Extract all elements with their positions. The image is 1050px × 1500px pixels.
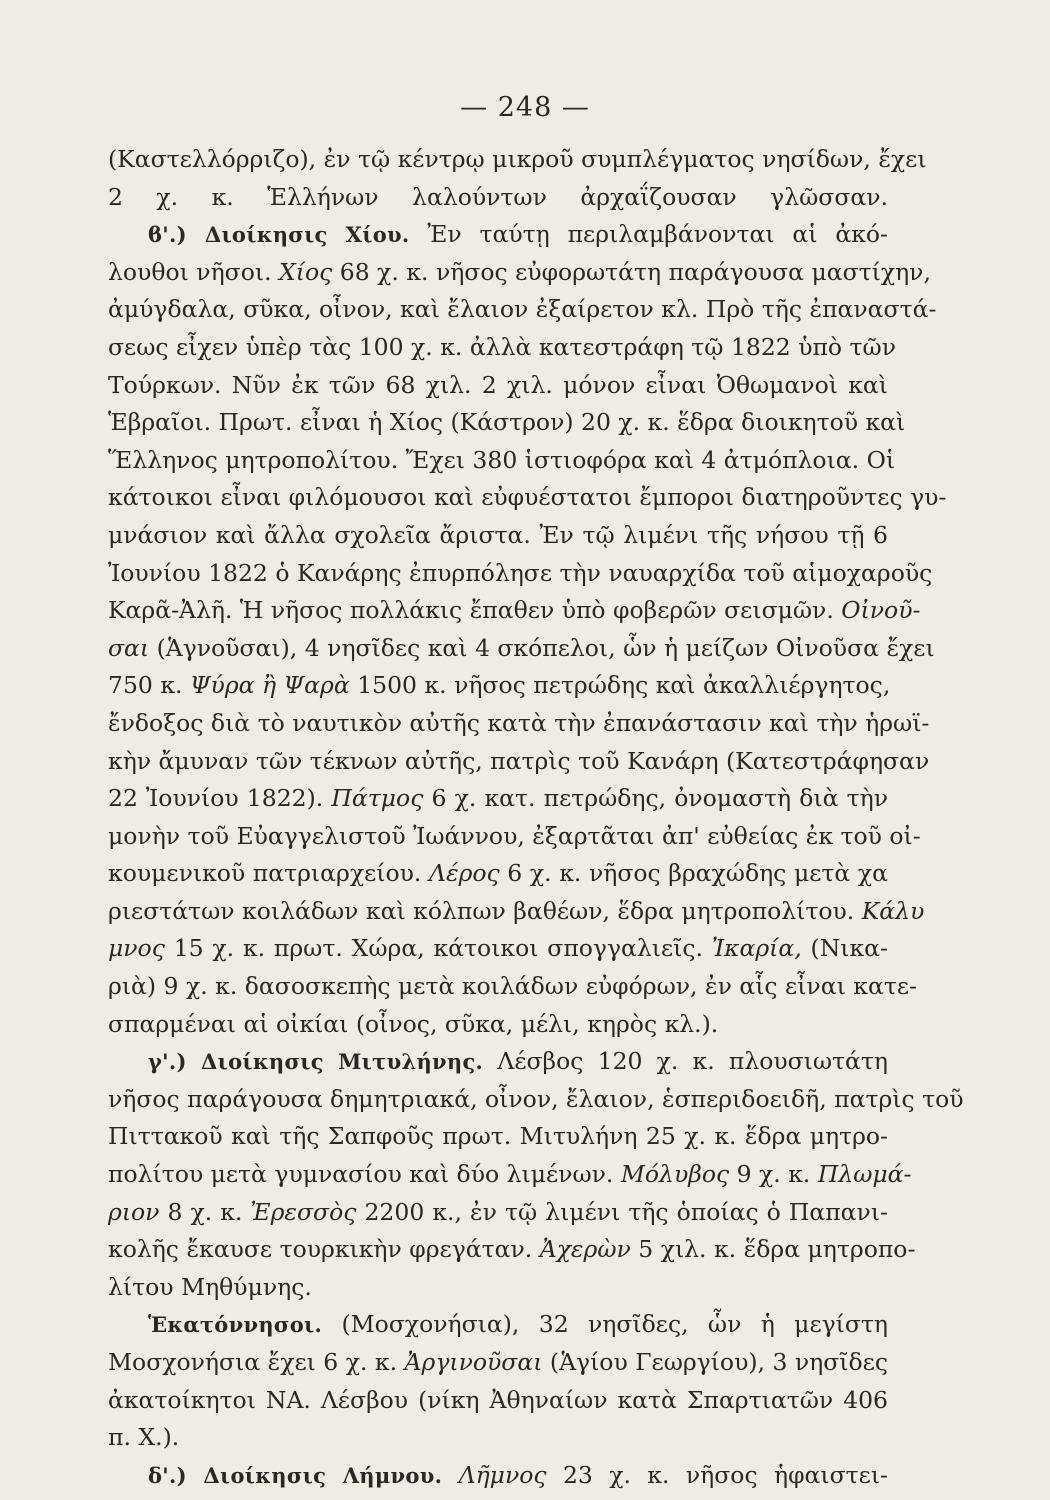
text-segment: 22 Ἰουνίου 1822).: [108, 784, 332, 813]
text-segment: 15 χ. κ. πρωτ. Χώρα, κάτοικοι σπογγαλιεῖς.: [164, 934, 712, 963]
place-name: Πάτμος: [331, 784, 424, 813]
text-line: [108, 1156, 912, 1194]
text-line: [108, 367, 888, 405]
text-line: [108, 1118, 888, 1156]
text-segment: Ἰουνίου 1822 ὁ Κανάρης ἐπυρπόλησε τὴν ναυαρχίδα τοῦ αἱμοχαροῦς: [108, 558, 933, 587]
text-line: [108, 705, 930, 743]
text-segment: ἀκατοίκητοι ΝΑ. Λέσβου (νίκη Ἀθηναίων κατὰ Σπαρτιατῶν 406: [108, 1385, 888, 1414]
text-line: [108, 630, 935, 668]
text-segment: νῆσος παράγουσα δημητριακά, οἶνον, ἔλαιον, ἑσπεριδοειδῆ, πατρὶς τοῦ: [108, 1084, 964, 1113]
text-segment: (Μοσχονήσια), 32 νησῖδες, ὧν ἡ μεγίστη: [322, 1310, 888, 1339]
place-name: Πλωμά-: [817, 1160, 912, 1189]
page-number: — 248 —: [460, 92, 590, 123]
text-segment: (Ἁγνοῦσαι), 4 νησῖδες καὶ 4 σκόπελοι, ὧν ἡ μείζων Οἰνοῦσα ἔχει: [149, 633, 935, 662]
place-name: Ψύρα ἢ Ψαρὰ: [189, 671, 350, 700]
text-line: [108, 1231, 916, 1269]
text-line: [108, 1006, 888, 1044]
text-line: [108, 442, 896, 480]
place-name: Ἰκαρία,: [711, 934, 802, 963]
text-segment: (Ἁγίου Γεωργίου), 3 νησῖδες: [542, 1348, 888, 1376]
section-heading: γ'.) Διοίκησις Μιτυλήνης.: [148, 1049, 484, 1075]
text-segment: ριεστάτων κοιλάδων καὶ κόλπων βαθέων, ἕδρα μητροπολίτου.: [108, 896, 862, 925]
text-line: [108, 893, 925, 931]
text-line: [108, 968, 917, 1006]
text-segment: πολίτου μετὰ γυμνασίου καὶ δύο λιμένων.: [108, 1160, 621, 1189]
text-line: [108, 855, 888, 893]
text-line: [108, 216, 888, 254]
section-heading: Ἑκατόννησοι.: [148, 1312, 323, 1338]
text-segment: (Καστελλόρριζο), ἐν τῷ κέντρῳ μικροῦ συμπλέγματος νησίδων, ἔχει: [108, 145, 927, 173]
text-segment: κουμενικοῦ πατριαρχείου.: [108, 859, 429, 888]
text-line: [108, 254, 931, 292]
text-segment: Τούρκων. Νῦν ἐκ τῶν 68 χιλ. 2 χιλ. μόνον εἶναι Ὀθωμανοὶ καὶ: [108, 370, 888, 399]
text-segment: 750 κ.: [108, 671, 190, 700]
text-segment: κάτοικοι εἶναι φιλόμουσοι καὶ εὐφυέστατοι ἔμποροι διατηροῦντες γυ-: [108, 483, 947, 512]
text-segment: 8 χ. κ.: [159, 1197, 251, 1226]
text-line: [108, 291, 937, 329]
text-line: [108, 1081, 964, 1119]
text-line: [108, 1344, 888, 1382]
text-segment: 2 χ. κ. Ἑλλήνων λαλούντων ἀρχαΐζουσαν γλῶσσαν.: [108, 182, 888, 211]
text-line: [108, 592, 921, 630]
text-line: [108, 1306, 888, 1344]
place-name: Ἀργινοῦσαι: [404, 1348, 543, 1376]
text-segment: Πιττακοῦ καὶ τῆς Σαπφοῦς πρωτ. Μιτυλήνη 25 χ. κ. ἕδρα μητρο-: [108, 1122, 888, 1151]
text-line: [108, 1457, 888, 1495]
text-line: [108, 667, 891, 705]
text-segment: 68 χ. κ. νῆσος εὐφορωτάτη παράγουσα μαστίχην,: [332, 257, 931, 286]
text-segment: κολῆς ἔκαυσε τουρκικὴν φρεγάταν.: [108, 1235, 540, 1264]
place-name: Ἐρεσσὸς: [250, 1197, 357, 1226]
text-segment: Ἕλληνος μητροπολίτου. Ἔχει 380 ἱστιοφόρα καὶ 4 ἀτμόπλοια. Οἱ: [108, 445, 896, 474]
place-name: Κάλυ: [861, 896, 925, 925]
text-segment: 5 χιλ. κ. ἕδρα μητροπο-: [630, 1235, 916, 1264]
text-line: [108, 555, 933, 593]
text-segment: 6 χ. κατ. πετρώδης, ὀνομαστὴ διὰ τὴν: [423, 784, 888, 813]
place-name: Λῆμνος: [458, 1460, 547, 1489]
text-line: [108, 743, 930, 781]
text-line: [108, 1043, 888, 1081]
text-segment: 6 χ. κ. νῆσος βραχώδης μετὰ χα: [499, 859, 888, 888]
text-line: [108, 179, 888, 217]
place-name: Χίος: [279, 257, 333, 286]
text-segment: ἔνδοξος διὰ τὸ ναυτικὸν αὐτῆς κατὰ τὴν ἐπανάστασιν καὶ τὴν ἡρωϊ-: [108, 708, 930, 737]
text-segment: (Νικα-: [801, 934, 888, 963]
text-line: [108, 479, 947, 517]
place-name: Ἀχερὼν: [539, 1235, 631, 1264]
text-segment: Λέσβος 120 χ. κ. πλουσιωτάτη: [483, 1047, 889, 1076]
text-segment: [442, 1461, 458, 1489]
text-segment: ριὰ) 9 χ. κ. δασοσκεπὴς μετὰ κοιλάδων εὐφόρων, ἐν αἷς εἶναι κατε-: [108, 972, 917, 1001]
text-segment: λουθοι νῆσοι.: [108, 257, 280, 286]
text-line: [108, 404, 906, 442]
text-line: [108, 517, 888, 555]
text-line: [108, 141, 927, 179]
text-line: [108, 1382, 888, 1420]
text-segment: σεως εἶχεν ὑπὲρ τὰς 100 χ. κ. ἀλλὰ κατεστράφη τῷ 1822 ὑπὸ τῶν: [108, 332, 896, 361]
place-name: Οἰνοῦ-: [841, 596, 921, 625]
body-text: [108, 141, 964, 1494]
text-segment: κὴν ἄμυναν τῶν τέκνων αὐτῆς, πατρὶς τοῦ Κανάρη (Κατεστράφησαν: [108, 746, 930, 775]
section-heading: δ'.) Διοίκησις Λήμνου.: [148, 1462, 443, 1488]
place-name: σαι: [108, 633, 150, 662]
text-segment: λίτου Μηθύμνης.: [108, 1272, 312, 1301]
text-segment: Ἑβραῖοι. Πρωτ. εἶναι ἡ Χίος (Κάστρον) 20 χ. κ. ἕδρα διοικητοῦ καὶ: [108, 408, 906, 437]
text-segment: π. Χ.).: [108, 1423, 180, 1452]
text-line: [108, 1269, 888, 1307]
place-name: μνος: [108, 934, 165, 963]
place-name: ριον: [108, 1197, 160, 1226]
place-name: Μόλυβος: [620, 1160, 730, 1189]
text-segment: Καρᾶ-Ἀλῆ. Ἡ νῆσος πολλάκις ἔπαθεν ὑπὸ φοβερῶν σεισμῶν.: [108, 596, 842, 625]
text-line: [108, 930, 888, 968]
text-segment: 9 χ. κ.: [729, 1160, 818, 1189]
text-segment: Ἐν ταύτῃ περιλαμβάνονται αἱ ἀκό-: [409, 220, 888, 249]
text-segment: σπαρμέναι αἱ οἰκίαι (οἶνος, σῦκα, μέλι, κηρὸς κλ.).: [108, 1009, 719, 1038]
text-segment: Μοσχονήσια ἔχει 6 χ. κ.: [108, 1348, 405, 1376]
section-heading: ϐ'.) Διοίκησις Χίου.: [148, 222, 410, 248]
text-line: [108, 329, 896, 367]
place-name: Λέρος: [428, 859, 500, 888]
text-segment: μονὴν τοῦ Εὐαγγελιστοῦ Ἰωάννου, ἐξαρτᾶται ἀπ' εὐθείας ἐκ τοῦ οἰ-: [108, 821, 921, 850]
text-segment: 1500 κ. νῆσος πετρώδης καὶ ἀκαλλιέργητος,: [349, 671, 891, 700]
text-segment: μνάσιον καὶ ἄλλα σχολεῖα ἄριστα. Ἐν τῷ λιμένι τῆς νήσου τῇ 6: [108, 520, 888, 549]
text-segment: 23 χ. κ. νῆσος ἡφαιστει-: [546, 1460, 888, 1489]
text-line: [108, 818, 921, 856]
text-segment: ἀμύγδαλα, σῦκα, οἶνον, καὶ ἔλαιον ἐξαίρετον κλ. Πρὸ τῆς ἐπαναστά-: [108, 295, 937, 324]
text-line: [108, 1419, 888, 1457]
text-line: [108, 1194, 888, 1232]
text-line: [108, 780, 888, 818]
text-segment: 2200 κ., ἐν τῷ λιμένι τῆς ὁποίας ὁ Παπανι-: [356, 1197, 888, 1226]
